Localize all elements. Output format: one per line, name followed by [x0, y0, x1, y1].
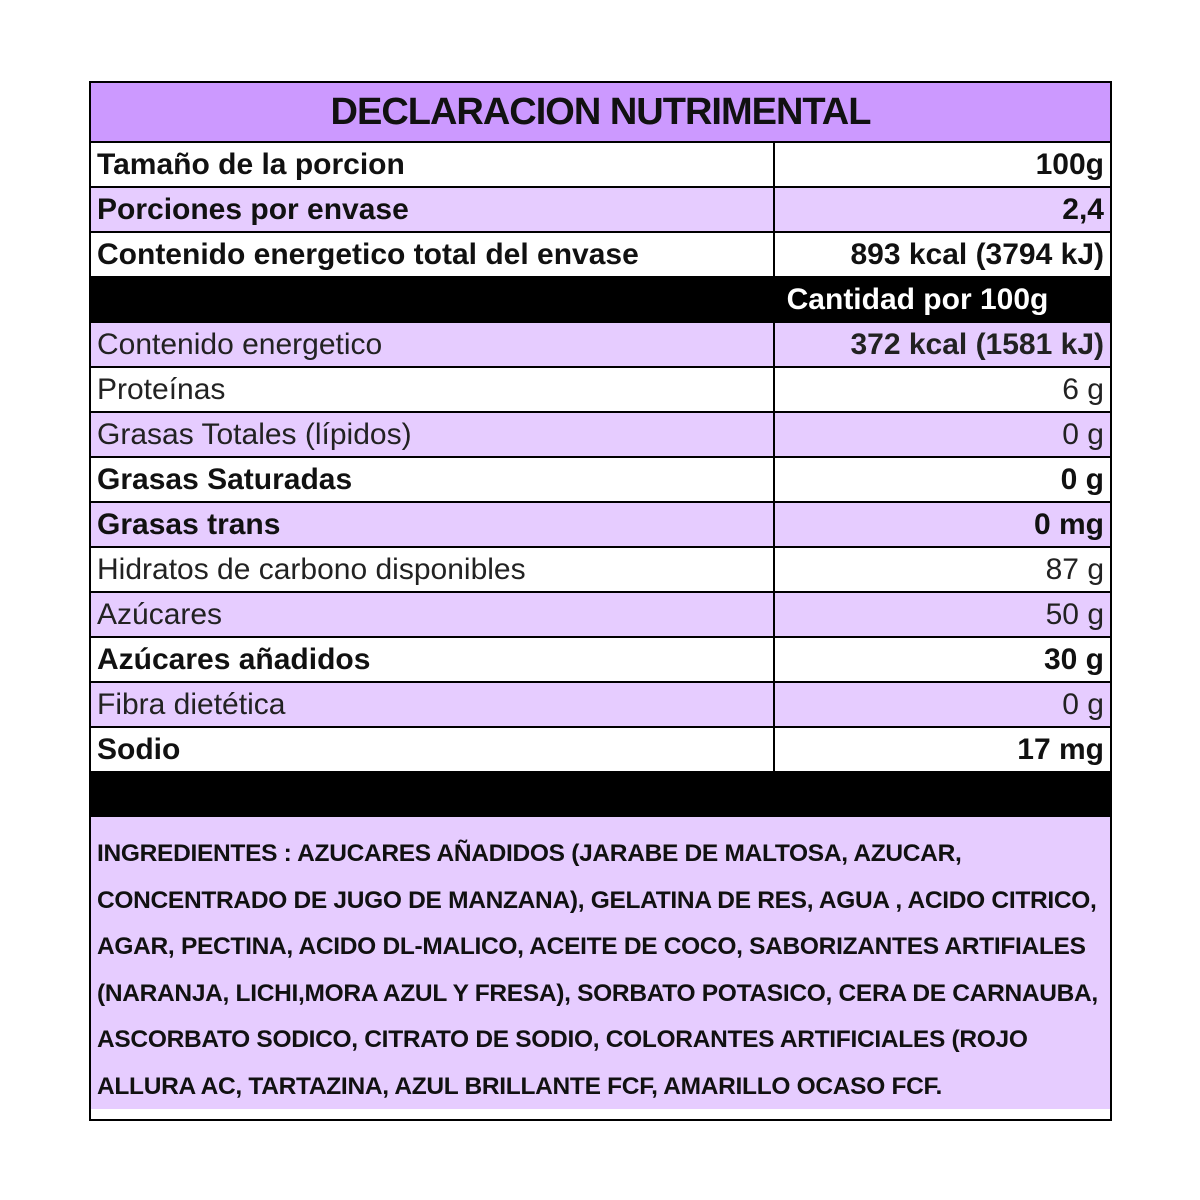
quantity-header-row — [91, 278, 1110, 323]
nutrient-row — [91, 503, 1110, 548]
nutrient-label: Grasas Saturadas — [91, 458, 775, 501]
header-spacer — [91, 278, 775, 321]
nutrient-label: Grasas Totales (lípidos) — [91, 413, 775, 456]
summary-row — [91, 143, 1110, 188]
summary-row — [91, 233, 1110, 278]
nutrient-row — [91, 368, 1110, 413]
nutrition-panel — [89, 81, 1112, 1121]
nutrient-value: 87 g — [1045, 552, 1104, 586]
nutrient-label: Sodio — [91, 728, 775, 771]
nutrient-label: Grasas trans — [91, 503, 775, 546]
nutrient-label: Contenido energetico — [91, 323, 775, 366]
summary-label: Porciones por envase — [91, 188, 775, 231]
nutrient-row — [91, 548, 1110, 593]
ingredients-text: INGREDIENTES : AZUCARES AÑADIDOS (JARABE DE MALTOSA, AZUCAR, CONCENTRADO DE JUGO DE MANZANA), GELATINA DE RES, AGUA , ACIDO CITRICO, AGAR, PECTINA, ACIDO DL-MALICO, ACEITE DE COCO, SABORIZANTES ARTIFIALES (NARANJA, LICHI,MORA AZUL Y FRESA), SORBATO POTASICO, CERA DE CARNAUBA, ASCORBATO SODICO, CITRATO DE SODIO, COLORANTES ARTIFICIALES (ROJO ALLURA AC, TARTAZINA, AZUL BRILLANTE FCF, AMARILLO OCASO FCF. — [91, 817, 1110, 1109]
nutrient-value: 0 mg — [1033, 507, 1104, 541]
separator-bar — [91, 773, 1110, 817]
nutrients-section — [91, 323, 1110, 773]
nutrient-value: 0 g — [1062, 417, 1104, 451]
nutrient-row — [91, 683, 1110, 728]
summary-value: 2,4 — [1062, 192, 1104, 226]
nutrient-label: Azúcares añadidos — [91, 638, 775, 681]
nutrient-row — [91, 638, 1110, 683]
nutrient-label: Fibra dietética — [91, 683, 775, 726]
nutrient-row — [91, 593, 1110, 638]
nutrient-value: 0 g — [1062, 687, 1104, 721]
panel-title: DECLARACION NUTRIMENTAL — [91, 83, 1110, 143]
summary-row — [91, 188, 1110, 233]
summary-label: Contenido energetico total del envase — [91, 233, 775, 276]
nutrient-label: Proteínas — [91, 368, 775, 411]
nutrient-value: 50 g — [1045, 597, 1104, 631]
nutrient-value: 30 g — [1043, 642, 1104, 676]
nutrient-label: Azúcares — [91, 593, 775, 636]
summary-label: Tamaño de la porcion — [91, 143, 775, 186]
nutrient-value: 372 kcal (1581 kJ) — [850, 327, 1104, 361]
nutrient-value: 6 g — [1062, 372, 1104, 406]
nutrient-row — [91, 323, 1110, 368]
nutrient-row — [91, 728, 1110, 773]
quantity-header-label: Cantidad por 100g — [786, 282, 1049, 316]
nutrient-label: Hidratos de carbono disponibles — [91, 548, 775, 591]
nutrient-row — [91, 413, 1110, 458]
summary-value: 893 kcal (3794 kJ) — [850, 237, 1104, 271]
nutrient-value: 17 mg — [1017, 732, 1104, 766]
nutrient-row — [91, 458, 1110, 503]
summary-value: 100g — [1035, 147, 1104, 181]
summary-section — [91, 143, 1110, 278]
nutrient-value: 0 g — [1060, 462, 1104, 496]
